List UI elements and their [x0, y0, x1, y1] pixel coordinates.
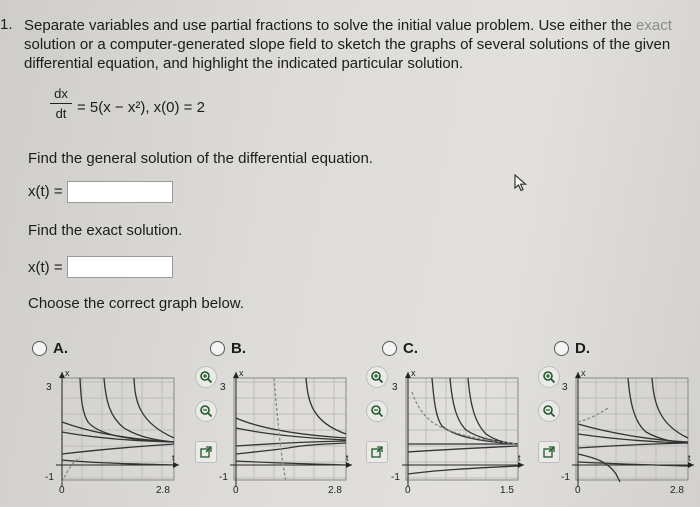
prompt-rest: solution or a computer-generated slope field to sketch the graphs of several solutions of the given differential equation, and highlight the indicated particular solution.: [24, 36, 671, 72]
zoom-out-icon: [370, 404, 384, 418]
graph-b-x-axis-label: x: [239, 368, 244, 378]
graph-c-expand-button[interactable]: [366, 441, 388, 463]
fraction-bar: [50, 103, 72, 104]
graph-d-t-axis-label: t: [688, 453, 691, 463]
graph-a-x-axis-label: x: [65, 368, 70, 378]
expand-icon: [542, 445, 556, 459]
graph-d-particular-solution: [578, 408, 608, 422]
graph-a-xmax-tick: 2.8: [156, 485, 170, 496]
exact-solution-prompt: Find the exact solution.: [28, 222, 183, 239]
graph-c-t-axis-label: t: [518, 453, 521, 463]
graph-c-x0-tick: 0: [405, 485, 411, 496]
derivative-fraction: [50, 86, 72, 121]
graph-c-curves: [408, 378, 518, 474]
graph-d-y-neg-tick: -1: [561, 472, 570, 483]
option-a-label: A.: [53, 340, 68, 357]
graph-d-x-axis-label: x: [581, 368, 586, 378]
option-a-radio[interactable]: [32, 341, 47, 356]
option-c-radio[interactable]: [382, 341, 397, 356]
graph-c-y-tick: 3: [392, 382, 398, 393]
graph-a-t-axis-label: t: [172, 453, 175, 463]
exact-solution-label: x(t) =: [28, 259, 63, 276]
graph-b-xmax-tick: 2.8: [328, 485, 342, 496]
graph-a-y-neg-tick: -1: [45, 472, 54, 483]
zoom-in-icon: [542, 370, 556, 384]
graph-b-t-axis-label: t: [346, 453, 349, 463]
graph-b-y-tick: 3: [220, 382, 226, 393]
graph-c: [386, 362, 536, 502]
graph-c-zoom-out-button[interactable]: [366, 400, 388, 422]
graph-a: [34, 362, 184, 502]
option-b-radio[interactable]: [210, 341, 225, 356]
option-a[interactable]: [32, 340, 68, 357]
equation-rhs: = 5(x − x²), x(0) = 2: [77, 99, 205, 116]
general-solution-label: x(t) =: [28, 183, 63, 200]
graph-a-x0-tick: 0: [59, 485, 65, 496]
exact-solution-input[interactable]: [67, 256, 173, 278]
option-d-radio[interactable]: [554, 341, 569, 356]
option-d[interactable]: [554, 340, 590, 357]
graph-c-zoom-in-button[interactable]: [366, 366, 388, 388]
question-prompt: [24, 16, 690, 73]
graph-c-x-axis-label: x: [411, 368, 416, 378]
zoom-out-icon: [542, 404, 556, 418]
graph-b-x0-tick: 0: [233, 485, 239, 496]
question-number: 1.: [0, 16, 13, 33]
graph-d-x0-tick: 0: [575, 485, 581, 496]
graph-c-xmax-tick: 1.5: [500, 485, 514, 496]
graph-a-y-tick: 3: [46, 382, 52, 393]
graph-b-curves: [236, 378, 346, 465]
fraction-denominator: dt: [55, 106, 67, 121]
expand-icon: [370, 445, 384, 459]
graph-d: [556, 362, 700, 502]
zoom-out-icon: [199, 404, 213, 418]
option-d-label: D.: [575, 340, 590, 357]
general-solution-prompt: Find the general solution of the differential equation.: [28, 150, 373, 167]
graph-d-xmax-tick: 2.8: [670, 485, 684, 496]
expand-icon: [199, 445, 213, 459]
fraction-numerator: dx: [54, 86, 68, 101]
prompt-faded-word: exact: [636, 17, 672, 34]
option-b[interactable]: [210, 340, 246, 357]
graph-c-y-neg-tick: -1: [391, 472, 400, 483]
mouse-cursor-icon: [513, 174, 529, 192]
option-b-label: B.: [231, 340, 246, 357]
graph-d-y-tick: 3: [562, 382, 568, 393]
graph-b-y-neg-tick: -1: [219, 472, 228, 483]
graph-b: [214, 362, 364, 502]
prompt-main: Separate variables and use partial fractions to solve the initial value problem. Use either the: [24, 17, 632, 34]
graph-choice-prompt: Choose the correct graph below.: [28, 295, 244, 312]
zoom-in-icon: [199, 370, 213, 384]
general-solution-input[interactable]: [67, 181, 173, 203]
zoom-in-icon: [370, 370, 384, 384]
graph-a-curves: [62, 378, 174, 465]
option-c-label: C.: [403, 340, 418, 357]
option-c[interactable]: [382, 340, 418, 357]
